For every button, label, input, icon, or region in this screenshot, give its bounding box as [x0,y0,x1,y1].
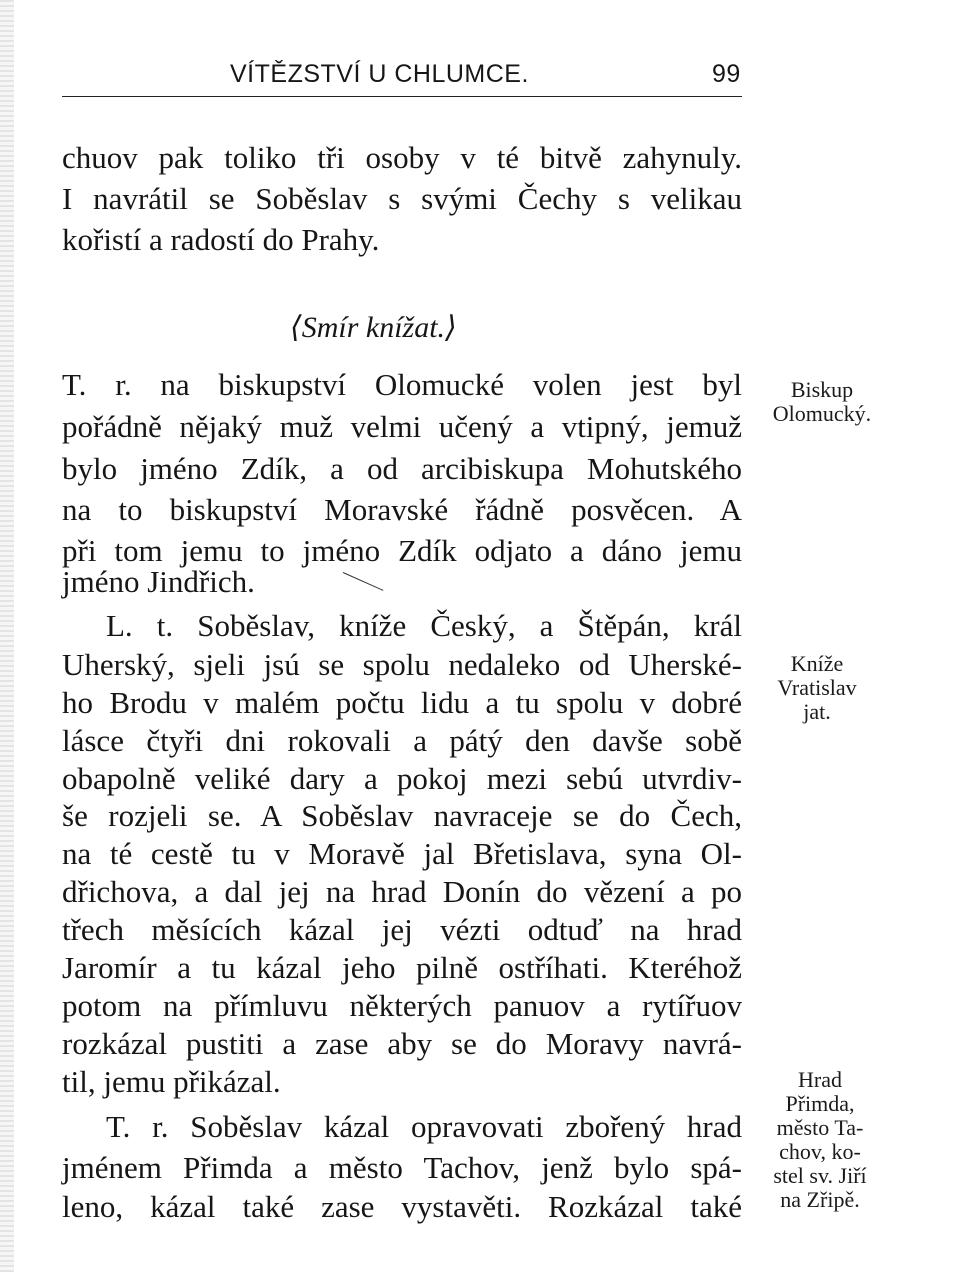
text-line: obapolně veliké dary a pokoj mezi sebú utvrdiv- [62,761,742,796]
margin-note-knize [762,652,872,724]
text-line: til, jemu přikázal. [62,1064,281,1099]
margin-note-line: město Ta- [776,1115,864,1140]
text-line: še rozjeli se. A Soběslav navraceje se do Čech, [62,798,742,833]
text-line: dřichova, a dal jej na hrad Donín do vězení a po [62,874,742,909]
text-line: na té cestě tu v Moravě jal Břetislava, syna Ol- [62,836,742,871]
text-line: jménem Přimda a město Tachov, jenž bylo spá- [62,1150,742,1185]
text-line: bylo jméno Zdík, a od arcibiskupa Mohutského [62,451,742,486]
margin-note-line: Vratislav [777,675,857,700]
running-title: VÍTĚZSTVÍ U CHLUMCE. [230,60,529,88]
text-line: třech měsících kázal jej vézti odtuď na hrad [62,912,742,947]
text-line: L. t. Soběslav, kníže Český, a Štěpán, král [106,608,742,643]
text-line: na to biskupství Moravské řádně posvěcen. A [62,492,742,527]
margin-note-hrad [754,1068,886,1212]
text-line: Uherský, sjeli jsú se spolu nedaleko od Uherské- [62,647,742,682]
margin-note-line: jat. [803,699,831,724]
margin-note-line: chov, ko- [779,1139,861,1164]
page-number: 99 [712,60,741,88]
margin-note-line: stel sv. Jiří [773,1163,867,1188]
text-line: potom na přímluvu některých panuov a rytířuov [62,988,742,1023]
margin-note-biskup [762,378,882,426]
margin-note-line: Olomucký. [772,401,872,426]
margin-note-line: Přimda, [785,1091,855,1116]
header-rule [62,96,742,97]
margin-note-line: Hrad [798,1067,842,1092]
section-heading: ⟨Smír knížat.⟩ [290,311,457,344]
text-line: leno, kázal také zase vystavěti. Rozkázal také [62,1189,742,1224]
text-line: T. r. na biskupství Olomucké volen jest byl [62,367,742,402]
running-header [230,60,740,89]
text-line: při tom jemu to jméno Zdík odjato a dáno jemu [62,533,742,568]
text-line: Jaromír a tu kázal jeho pilně ostříhati. Kteréhož [62,950,742,985]
text-line: I navrátil se Soběslav s svými Čechy s velikau [62,181,742,216]
text-line: lásce čtyři dni rokovali a pátý den davše sobě [62,723,742,758]
scan-edge-shadow [0,0,14,1272]
text-line: rozkázal pustiti a zase aby se do Moravy navrá- [62,1026,742,1061]
text-line: T. r. Soběslav kázal opravovati zbořený hrad [106,1109,742,1144]
margin-note-line: Biskup [790,377,854,402]
margin-note-line: Kníže [790,651,844,676]
text-line: ho Brodu v malém počtu lidu a tu spolu v dobré [62,685,742,720]
margin-note-line: na Zřipě. [780,1187,860,1212]
text-line: kořistí a radostí do Prahy. [62,222,380,257]
text-line: pořádně nějaký muž velmi učený a vtipný, jemuž [62,409,742,444]
text-line: jméno Jindřich. [62,564,255,599]
text-line: chuov pak toliko tři osoby v té bitvě zahynuly. [62,140,742,175]
